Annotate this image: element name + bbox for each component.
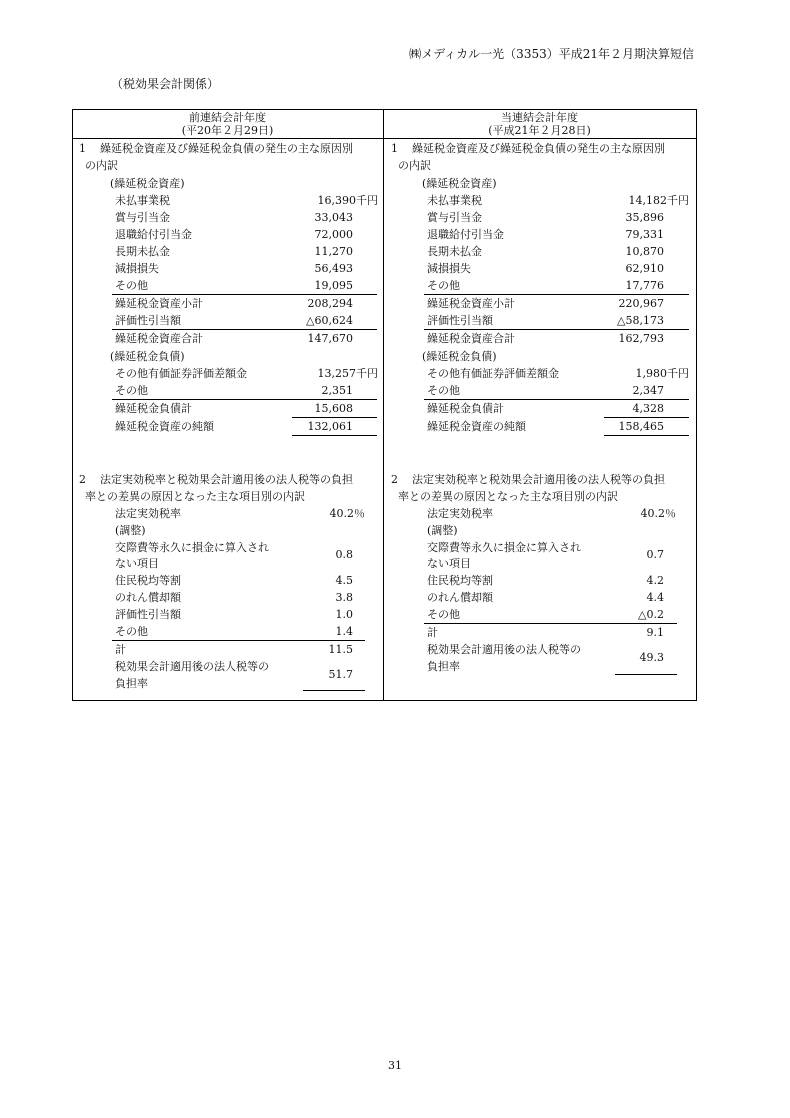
row-label: 繰延税金負債計 bbox=[115, 402, 192, 415]
row-value: 11.5 bbox=[328, 643, 353, 656]
adjust-label: (調整) bbox=[427, 524, 458, 537]
row-label: のれん償却額 bbox=[427, 591, 493, 604]
row-value: 49.3 bbox=[639, 651, 664, 664]
row-value: △60,624 bbox=[306, 314, 353, 327]
row-label: のれん償却額 bbox=[115, 591, 181, 604]
prev-column-header bbox=[72, 111, 383, 137]
curr-column-title: 当連結会計年度 bbox=[501, 111, 578, 124]
row-label-cont: 負担率 bbox=[115, 677, 148, 690]
row-value: 2,351 bbox=[321, 384, 353, 397]
row-value: 1,980千円 bbox=[635, 367, 689, 380]
row-label: 法定実効税率 bbox=[115, 507, 181, 520]
sec1-heading: 繰延税金資産及び繰延税金負債の発生の主な原因別 bbox=[412, 142, 665, 155]
row-label: その他有価証券評価差額金 bbox=[115, 367, 247, 380]
sec2-total-rule bbox=[112, 640, 365, 641]
row-value: 19,095 bbox=[314, 279, 353, 292]
prev-column-title: 前連結会計年度 bbox=[189, 111, 266, 124]
row-label: 未払事業税 bbox=[115, 194, 170, 207]
row-label: 長期未払金 bbox=[115, 245, 170, 258]
row-label: 賞与引当金 bbox=[427, 211, 482, 224]
row-label: その他 bbox=[115, 384, 148, 397]
row-value: 4.5 bbox=[335, 574, 353, 587]
row-value: 10,870 bbox=[625, 245, 664, 258]
row-value: 2,347 bbox=[632, 384, 664, 397]
sec1-heading: 繰延税金資産及び繰延税金負債の発生の主な原因別 bbox=[100, 142, 353, 155]
assets-label: (繰延税金資産) bbox=[110, 177, 185, 190]
row-label: 計 bbox=[427, 626, 438, 639]
net-rule-bottom bbox=[604, 435, 689, 436]
liab-label: (繰延税金負債) bbox=[110, 350, 185, 363]
sec2-number: 2 bbox=[391, 473, 398, 486]
row-label: 未払事業税 bbox=[427, 194, 482, 207]
row-value: 9.1 bbox=[646, 626, 664, 639]
sec1-number: 1 bbox=[391, 142, 398, 155]
effective-rule bbox=[615, 674, 677, 675]
row-label: その他 bbox=[427, 608, 460, 621]
row-label-cont: 負担率 bbox=[427, 660, 460, 673]
adjust-label: (調整) bbox=[115, 524, 146, 537]
effective-rule bbox=[303, 690, 365, 691]
company-header: ㈱メディカル一光（3353）平成21年２月期決算短信 bbox=[409, 47, 694, 61]
row-label: その他 bbox=[427, 384, 460, 397]
sec2-number: 2 bbox=[79, 473, 86, 486]
total-rule bbox=[112, 329, 377, 330]
column-divider bbox=[383, 109, 384, 701]
row-label: 繰延税金資産の純額 bbox=[427, 420, 526, 433]
sec2-heading-cont: 率との差異の原因となった主な項目別の内訳 bbox=[85, 490, 305, 503]
row-value: △0.2 bbox=[638, 608, 664, 621]
row-value: 16,390千円 bbox=[317, 194, 378, 207]
row-value: 13,257千円 bbox=[317, 367, 378, 380]
liab-rule bbox=[424, 399, 689, 400]
row-value: 17,776 bbox=[625, 279, 664, 292]
row-value: 162,793 bbox=[618, 332, 664, 345]
row-label: 税効果会計適用後の法人税等の bbox=[115, 660, 269, 673]
row-label: 長期未払金 bbox=[427, 245, 482, 258]
row-value: 147,670 bbox=[307, 332, 353, 345]
row-value: 3.8 bbox=[335, 591, 353, 604]
row-label: 評価性引当額 bbox=[115, 608, 181, 621]
row-value: 79,331 bbox=[625, 228, 664, 241]
row-label: 繰延税金資産小計 bbox=[427, 297, 515, 310]
row-value: 0.7 bbox=[646, 548, 664, 561]
net-rule-bottom bbox=[292, 435, 377, 436]
row-value: 72,000 bbox=[314, 228, 353, 241]
row-label: 減損損失 bbox=[115, 262, 159, 275]
total-rule bbox=[424, 329, 689, 330]
row-value: 158,465 bbox=[618, 420, 664, 433]
sec2-heading: 法定実効税率と税効果会計適用後の法人税等の負担 bbox=[100, 473, 353, 486]
row-value: 4.4 bbox=[646, 591, 664, 604]
section-title: （税効果会計関係） bbox=[111, 77, 220, 91]
sec2-total-rule bbox=[424, 623, 677, 624]
row-value: 0.8 bbox=[335, 548, 353, 561]
row-label: その他 bbox=[115, 625, 148, 638]
row-label: 交際費等永久に損金に算入され bbox=[115, 541, 269, 554]
row-label: 住民税均等割 bbox=[427, 574, 493, 587]
row-label: 退職給付引当金 bbox=[115, 228, 192, 241]
row-label: 評価性引当額 bbox=[115, 314, 181, 327]
row-value: 62,910 bbox=[625, 262, 664, 275]
net-rule-top bbox=[292, 417, 377, 418]
row-label: 賞与引当金 bbox=[115, 211, 170, 224]
subtotal-rule bbox=[424, 294, 689, 295]
liab-label: (繰延税金負債) bbox=[422, 350, 497, 363]
subtotal-rule bbox=[112, 294, 377, 295]
row-label-cont: ない項目 bbox=[427, 557, 471, 570]
row-label: 繰延税金負債計 bbox=[427, 402, 504, 415]
sec1-heading-cont: の内訳 bbox=[85, 159, 118, 172]
row-value: 132,061 bbox=[307, 420, 353, 433]
row-label: 計 bbox=[115, 643, 126, 656]
row-value: 220,967 bbox=[618, 297, 664, 310]
row-value: 40.2％ bbox=[640, 507, 676, 520]
row-label: 繰延税金資産の純額 bbox=[115, 420, 214, 433]
liab-rule bbox=[112, 399, 377, 400]
row-label: 税効果会計適用後の法人税等の bbox=[427, 643, 581, 656]
prev-column-date: (平20年２月29日) bbox=[181, 124, 274, 137]
row-label: その他 bbox=[427, 279, 460, 292]
row-label: その他有価証券評価差額金 bbox=[427, 367, 559, 380]
sec2-heading: 法定実効税率と税効果会計適用後の法人税等の負担 bbox=[412, 473, 665, 486]
row-label: 減損損失 bbox=[427, 262, 471, 275]
sec1-heading-cont: の内訳 bbox=[398, 159, 431, 172]
row-value: 56,493 bbox=[314, 262, 353, 275]
row-value: 1.0 bbox=[335, 608, 353, 621]
row-value: 15,608 bbox=[314, 402, 353, 415]
row-label: 退職給付引当金 bbox=[427, 228, 504, 241]
row-value: 208,294 bbox=[307, 297, 353, 310]
sec1-number: 1 bbox=[79, 142, 86, 155]
row-value: 33,043 bbox=[314, 211, 353, 224]
assets-label: (繰延税金資産) bbox=[422, 177, 497, 190]
row-label: 住民税均等割 bbox=[115, 574, 181, 587]
row-value: 1.4 bbox=[335, 625, 353, 638]
sec2-heading-cont: 率との差異の原因となった主な項目別の内訳 bbox=[398, 490, 618, 503]
curr-column-date: (平成21年２月28日) bbox=[488, 124, 591, 137]
row-label: 評価性引当額 bbox=[427, 314, 493, 327]
header-divider bbox=[72, 138, 697, 139]
row-label: 繰延税金資産合計 bbox=[427, 332, 515, 345]
row-value: 11,270 bbox=[314, 245, 353, 258]
row-value: 4.2 bbox=[646, 574, 664, 587]
row-value: 40.2％ bbox=[329, 507, 365, 520]
net-rule-top bbox=[604, 417, 689, 418]
row-label: 繰延税金資産合計 bbox=[115, 332, 203, 345]
curr-column-header bbox=[384, 111, 695, 137]
row-label: 交際費等永久に損金に算入され bbox=[427, 541, 581, 554]
row-value: 35,896 bbox=[625, 211, 664, 224]
row-value: 14,182千円 bbox=[628, 194, 689, 207]
row-value: △58,173 bbox=[617, 314, 664, 327]
row-label: その他 bbox=[115, 279, 148, 292]
row-label-cont: ない項目 bbox=[115, 557, 159, 570]
row-label: 法定実効税率 bbox=[427, 507, 493, 520]
page-number: 31 bbox=[388, 1059, 402, 1072]
row-value: 4,328 bbox=[632, 402, 664, 415]
row-label: 繰延税金資産小計 bbox=[115, 297, 203, 310]
row-value: 51.7 bbox=[328, 668, 353, 681]
